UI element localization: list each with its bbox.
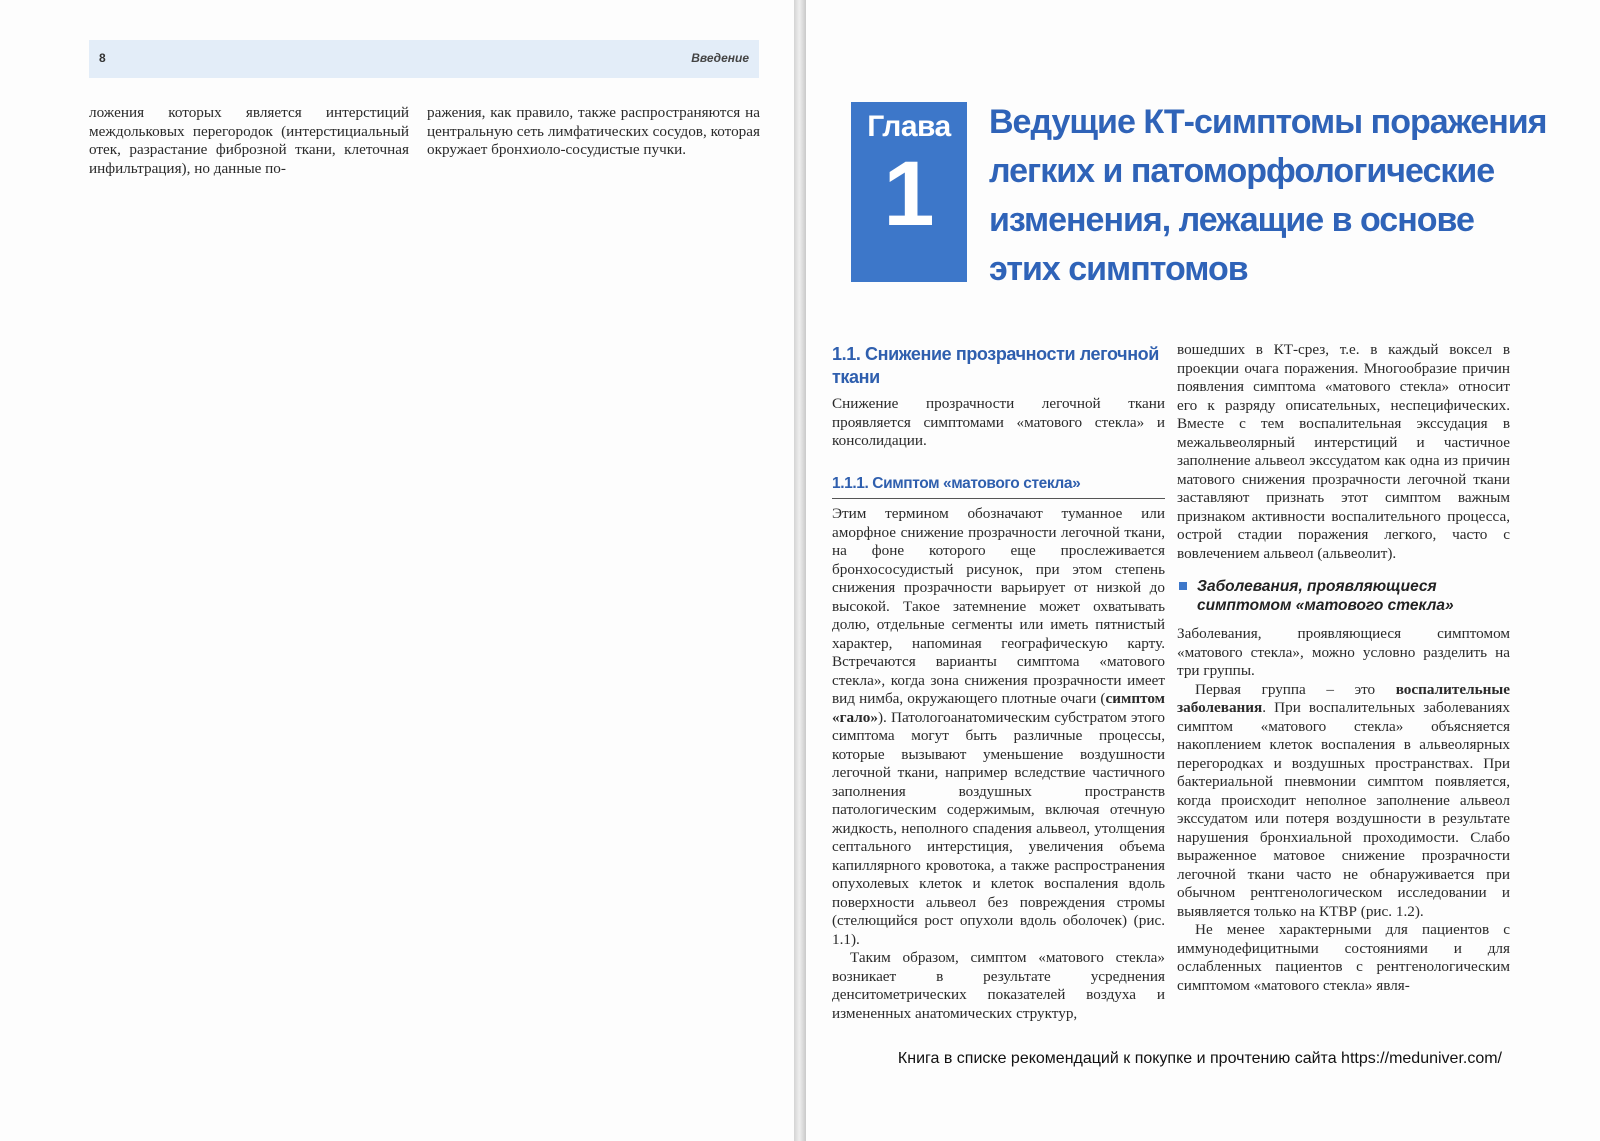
running-header [89,40,759,78]
paragraph: Заболевания, проявляющиеся симптомом «матового стекла», можно условно разделить на три группы. [1177,625,1510,679]
page-number: 8 [99,51,106,65]
subsection-heading [1177,577,1510,615]
right-page [806,0,1600,1141]
section-heading-1-1-1: 1.1.1. Симптом «матового стекла» [832,475,1165,500]
running-header-title: Введение [691,51,749,65]
text-column-right-1 [832,343,1165,1023]
square-bullet-icon [1179,582,1187,590]
text-column-left-1 [89,104,409,178]
paragraph: Не менее характерными для пациентов с иммунодефицитными состояниями и для ослабленных пациентов с рентгенологическим симптомом «матового стекла» явля- [1177,921,1510,994]
chapter-label: Глава [867,110,951,143]
paragraph: ражения, как правило, также распространяются на центральную сеть лимфатических сосудов, которая окружает бронхиоло-сосудистые пучки. [427,104,760,158]
section-heading-1-1: 1.1. Снижение прозрачности легочной ткани [832,344,1159,387]
text-run: Первая группа – это [1195,680,1396,698]
text-run: . При воспалительных заболеваниях симптом «матового стекла» объясняется накоплением клеток воспаления в альвеолярных перегородках и воздушных пространствах. При бактериальной пневмонии симптом появляется, когда происходит неполное заполнение альвеол экссудатом или потеря воздушности в результате нарушения бронхиальной проходимости. Слабо выраженное матовое снижение прозрачности легочной ткани часто не обнаруживается при обычном рентгенологическом исследовании и выявляется только на КТВР (рис. 1.2). [1177,699,1510,920]
text-run: Этим термином обозначают туманное или аморфное снижение прозрачности легочной ткани, на фоне которого еще прослеживается бронхососудистый рисунок, при этом степень снижения прозрачности варьирует от низкой до высокой. Такое затемнение может охватывать долю, отдельные сегменты или иметь пятнистый характер, напоминая географическую карту. Встречаются варианты симптома «матового стекла», когда зона снижения прозрачности имеет вид нимба, окружающего плотные очаги ( [832,505,1165,707]
subsection-heading-text: Заболевания, проявляющиеся симптомом «матового стекла» [1197,578,1454,614]
paragraph [1177,681,1510,922]
text-column-right-2 [1177,341,1510,995]
bold-term: симптом «гало» [832,690,1165,726]
left-page [0,0,794,1141]
book-gutter [794,0,806,1141]
text-run: ). Патологоанатомическим субстратом этого симптома могут быть различные процессы, которые вызывают уменьшение воздушности легочной ткани, например вследствие частичного заполнения воздушных пространств патологическим содержимым, включая отечную жидкость, неполного спадения альвеол, утолщения септального интерстиция, увеличения объема капиллярного кровотока, а также распространения опухолевых клеток и клеток воспаления вдоль поверхности альвеол без повреждения стромы (стелющийся рост опухоли вдоль оболочек) (рис. 1.1). [832,708,1165,948]
paragraph: Снижение прозрачности легочной ткани проявляется симптомами «матового стекла» и консолидации. [832,395,1165,449]
chapter-number: 1 [883,143,935,245]
chapter-badge [851,102,967,282]
text-column-left-2 [427,104,760,160]
paragraph: Таким образом, симптом «матового стекла» возникает в результате усреднения денситометрических показателей воздуха и измененных анатомических структур, [832,949,1165,1022]
chapter-title: Ведущие КТ-симптомы поражения легких и патоморфологические изменения, лежащие в основе этих симптомов [989,103,1547,288]
paragraph [832,505,1165,949]
paragraph: ложения которых является интерстиций междольковых перегородок (интерстициальный отек, разрастание фиброзной ткани, клеточная инфильтрация), но данные по- [89,104,409,177]
site-watermark: Книга в списке рекомендаций к покупке и прочтению сайта https://meduniver.com/ [897,1050,1502,1067]
bold-term: воспалительные заболевания [1177,680,1510,716]
paragraph: вошедших в КТ-срез, т.е. в каждый воксел в проекции очага поражения. Многообразие причин появления симптома «матового стекла» относит его к разряду описательных, неспецифических. Вместе с тем воспалительная экссудация в межальвеолярный интерстиций и частичное заполнение альвеол экссудатом как одна из причин матового снижения прозрачности легочной ткани заставляют признать этот симптом важным признаком активности воспалительного процесса, острой стадии поражения легкого, часто с вовлечением альвеол (альвеолит). [1177,341,1510,562]
